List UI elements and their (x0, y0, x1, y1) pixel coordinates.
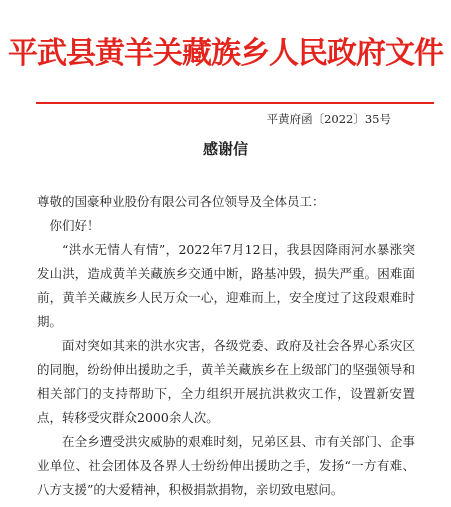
greeting: 你们好！ (49, 218, 100, 233)
salutation: 尊敬的国豪种业股份有限公司各位领导及全体员工： (37, 194, 325, 209)
document-number: 平黄府函〔2022〕35号 (266, 112, 391, 126)
paragraph-1: “洪水无情人有情”，2022年7月12日，我县因降雨河水暴涨突发山洪，造成黄羊关藏族乡交通中断，路基冲毁，损失严重。困难面前，黄羊关藏族乡人民万众一心，迎难而上，安全度过了这段艰难时期。 (37, 242, 415, 329)
letter-body (37, 190, 415, 502)
letterhead-red-rule (36, 102, 434, 104)
paragraph-3: 在全乡遭受洪灾威胁的艰难时刻，兄弟区县、市有关部门、企事业单位、社会团体及各界人士纷纷伸出援助之手，发扬“一方有难、八方支援”的大爱精神，积极捐款捐物，亲切致电慰问。 (37, 434, 415, 497)
paragraph-2: 面对突如其来的洪水灾害，各级党委、政府及社会各界心系灾区的同胞，纷纷伸出援助之手，黄羊关藏族乡在上级部门的坚强领导和相关部门的支持帮助下，全力组织开展抗洪救灾工作，设置新安置点，转移受灾群众2000余人次。 (37, 338, 415, 425)
letterhead-title: 平武县黄羊关藏族乡人民政府文件 (8, 36, 443, 71)
letter-title: 感谢信 (202, 140, 248, 158)
